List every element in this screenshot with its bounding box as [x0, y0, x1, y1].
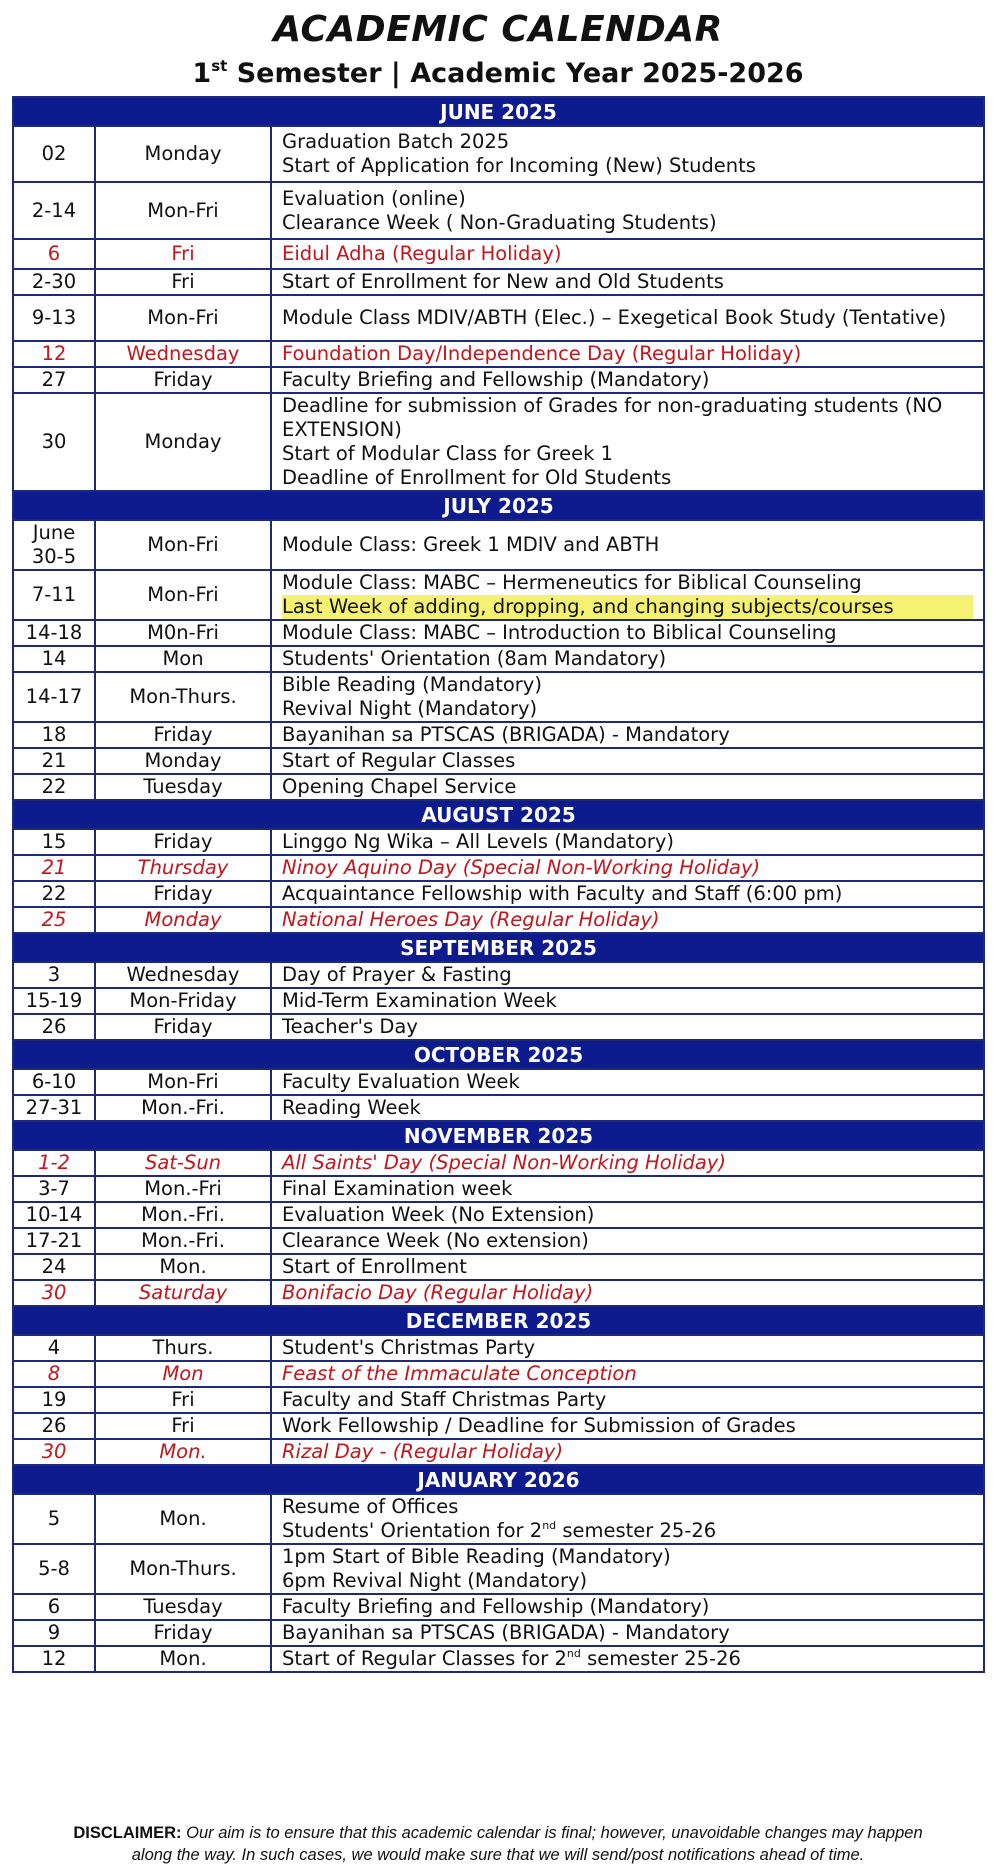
- event-row: [13, 774, 984, 800]
- event-date: 21: [13, 855, 95, 881]
- event-description: [271, 829, 984, 855]
- event-line: Teacher's Day: [282, 1015, 418, 1038]
- event-row: [13, 295, 984, 341]
- event-description: [271, 1228, 984, 1254]
- event-description: [271, 393, 984, 491]
- event-description: [271, 988, 984, 1014]
- event-day: Thursday: [95, 855, 271, 881]
- event-day: Mon.: [95, 1254, 271, 1280]
- event-line: Start of Enrollment: [282, 1255, 467, 1278]
- event-line-text: Start of Regular Classes for 2: [282, 1647, 567, 1670]
- event-row: [13, 1335, 984, 1361]
- event-description: [271, 295, 984, 341]
- event-date: 30: [13, 1280, 95, 1306]
- event-description: [271, 672, 984, 722]
- disclaimer-text-line2: along the way. In such cases, we would make sure that we will send/post notifications ahead of time.: [131, 1846, 865, 1864]
- event-line: Acquaintance Fellowship with Faculty and Staff (6:00 pm): [282, 882, 843, 905]
- event-line: Bible Reading (Mandatory): [282, 673, 542, 696]
- event-date: 24: [13, 1254, 95, 1280]
- event-date: 4: [13, 1335, 95, 1361]
- event-date: 26: [13, 1413, 95, 1439]
- event-row: [13, 126, 984, 182]
- event-date: 30: [13, 393, 95, 491]
- ordinal-suffix: nd: [542, 1519, 557, 1532]
- month-header: NOVEMBER 2025: [13, 1121, 984, 1150]
- event-line: 6pm Revival Night (Mandatory): [282, 1569, 588, 1592]
- month-header-row: [13, 97, 984, 126]
- event-date: 22: [13, 881, 95, 907]
- event-description: [271, 1069, 984, 1095]
- event-date: 17-21: [13, 1228, 95, 1254]
- event-line: Deadline of Enrollment for Old Students: [282, 466, 672, 489]
- month-header-row: [13, 1121, 984, 1150]
- event-description: [271, 1544, 984, 1594]
- event-description: [271, 1646, 984, 1672]
- event-line: Start of Application for Incoming (New) Students: [282, 154, 756, 177]
- event-line: Student's Christmas Party: [282, 1336, 536, 1359]
- event-line: National Heroes Day (Regular Holiday): [282, 908, 660, 931]
- event-description: [271, 1150, 984, 1176]
- event-day: Mon-Fri: [95, 1069, 271, 1095]
- event-date: 3: [13, 962, 95, 988]
- event-day: Friday: [95, 881, 271, 907]
- event-day: Friday: [95, 829, 271, 855]
- event-line: All Saints' Day (Special Non-Working Holiday): [282, 1151, 726, 1174]
- month-header: SEPTEMBER 2025: [13, 933, 984, 962]
- event-line: Module Class MDIV/ABTH (Elec.) – Exegetical Book Study (Tentative): [282, 306, 947, 329]
- event-day: Friday: [95, 722, 271, 748]
- page-subtitle: [0, 56, 996, 92]
- month-header: JUNE 2025: [13, 97, 984, 126]
- event-line: Clearance Week (No extension): [282, 1229, 589, 1252]
- holiday-row: [13, 1361, 984, 1387]
- event-line: [282, 1647, 973, 1671]
- event-line: Deadline for submission of Grades for non-graduating students (NO EXTENSION): [282, 394, 943, 441]
- event-day: Friday: [95, 1014, 271, 1040]
- month-header-row: [13, 491, 984, 520]
- event-line: Bayanihan sa PTSCAS (BRIGADA) - Mandatory: [282, 723, 730, 746]
- event-line: Start of Modular Class for Greek 1: [282, 442, 614, 465]
- event-line: Rizal Day - (Regular Holiday): [282, 1440, 564, 1463]
- event-description: [271, 722, 984, 748]
- event-row: [13, 1069, 984, 1095]
- event-row: [13, 1095, 984, 1121]
- event-description: [271, 341, 984, 367]
- event-description: [271, 182, 984, 239]
- event-day: Fri: [95, 269, 271, 295]
- month-header-row: [13, 1465, 984, 1494]
- event-description: [271, 1439, 984, 1465]
- event-date: 9-13: [13, 295, 95, 341]
- event-description: [271, 1014, 984, 1040]
- event-row: [13, 1544, 984, 1594]
- event-day: Mon.: [95, 1494, 271, 1544]
- event-row: [13, 393, 984, 491]
- holiday-row: [13, 239, 984, 269]
- event-line: Day of Prayer & Fasting: [282, 963, 512, 986]
- event-date: 27-31: [13, 1095, 95, 1121]
- event-line-text: semester 25-26: [580, 1647, 741, 1670]
- event-row: [13, 620, 984, 646]
- calendar-table: [12, 96, 985, 1673]
- event-day: Saturday: [95, 1280, 271, 1306]
- event-row: [13, 570, 984, 620]
- event-description: [271, 907, 984, 933]
- event-description: [271, 239, 984, 269]
- event-date: 10-14: [13, 1202, 95, 1228]
- event-line: Module Class: Greek 1 MDIV and ABTH: [282, 533, 660, 556]
- event-date: 14-18: [13, 620, 95, 646]
- event-day: Mon-Fri: [95, 570, 271, 620]
- event-day: Mon-Thurs.: [95, 672, 271, 722]
- event-date: 5: [13, 1494, 95, 1544]
- disclaimer: [0, 1822, 996, 1866]
- event-day: Monday: [95, 748, 271, 774]
- event-date: 15: [13, 829, 95, 855]
- subtitle-text: Semester | Academic Year 2025-2026: [227, 58, 804, 89]
- event-line: Opening Chapel Service: [282, 775, 517, 798]
- event-row: [13, 829, 984, 855]
- subtitle-ordinal: 1: [192, 58, 212, 89]
- event-description: [271, 855, 984, 881]
- event-day: Mon.-Fri.: [95, 1095, 271, 1121]
- event-line: Evaluation Week (No Extension): [282, 1203, 595, 1226]
- event-description: [271, 1280, 984, 1306]
- event-date: 1-2: [13, 1150, 95, 1176]
- event-line: Bayanihan sa PTSCAS (BRIGADA) - Mandatory: [282, 1621, 730, 1644]
- event-day: Mon-Thurs.: [95, 1544, 271, 1594]
- event-row: [13, 1228, 984, 1254]
- event-description: [271, 620, 984, 646]
- event-row: [13, 1620, 984, 1646]
- event-date: 21: [13, 748, 95, 774]
- event-line: Bonifacio Day (Regular Holiday): [282, 1281, 594, 1304]
- event-row: [13, 646, 984, 672]
- event-day: Mon.-Fri.: [95, 1202, 271, 1228]
- event-line: Eidul Adha (Regular Holiday): [282, 242, 562, 265]
- event-day: Mon.: [95, 1439, 271, 1465]
- event-date: 30: [13, 1439, 95, 1465]
- event-date: 7-11: [13, 570, 95, 620]
- event-day: Monday: [95, 126, 271, 182]
- event-day: Sat-Sun: [95, 1150, 271, 1176]
- event-description: [271, 1620, 984, 1646]
- event-day: Mon-Fri: [95, 520, 271, 570]
- event-date: 5-8: [13, 1544, 95, 1594]
- holiday-row: [13, 1439, 984, 1465]
- holiday-row: [13, 1280, 984, 1306]
- event-date: June 30-5: [13, 520, 95, 570]
- month-header-row: [13, 1306, 984, 1335]
- event-description: [271, 1176, 984, 1202]
- month-header: AUGUST 2025: [13, 800, 984, 829]
- event-day: Friday: [95, 1620, 271, 1646]
- event-date: 2-14: [13, 182, 95, 239]
- event-description: [271, 646, 984, 672]
- event-line: Module Class: MABC – Introduction to Biblical Counseling: [282, 621, 837, 644]
- event-date: 6: [13, 1594, 95, 1620]
- event-day: Mon-Friday: [95, 988, 271, 1014]
- event-description: [271, 774, 984, 800]
- event-day: Mon.-Fri: [95, 1176, 271, 1202]
- month-header-row: [13, 1040, 984, 1069]
- event-row: [13, 1494, 984, 1544]
- event-row: [13, 1646, 984, 1672]
- event-date: 9: [13, 1620, 95, 1646]
- month-header: JULY 2025: [13, 491, 984, 520]
- event-date: 6-10: [13, 1069, 95, 1095]
- disclaimer-text-line1: Our aim is to ensure that this academic calendar is final; however, unavoidable changes may happen: [181, 1824, 923, 1842]
- event-description: [271, 1202, 984, 1228]
- event-line: [282, 1519, 973, 1543]
- event-day: Fri: [95, 1387, 271, 1413]
- event-row: [13, 1594, 984, 1620]
- event-row: [13, 1014, 984, 1040]
- event-line: Work Fellowship / Deadline for Submission of Grades: [282, 1414, 796, 1437]
- event-row: [13, 988, 984, 1014]
- event-description: [271, 1387, 984, 1413]
- highlighted-event-line: Last Week of adding, dropping, and changing subjects/courses: [282, 595, 973, 619]
- month-header-row: [13, 800, 984, 829]
- event-line: Module Class: MABC – Hermeneutics for Biblical Counseling: [282, 571, 862, 594]
- event-row: [13, 520, 984, 570]
- event-line-text: Students' Orientation for 2: [282, 1519, 543, 1542]
- event-row: [13, 1176, 984, 1202]
- event-line: Reading Week: [282, 1096, 421, 1119]
- event-date: 12: [13, 1646, 95, 1672]
- event-description: [271, 269, 984, 295]
- event-date: 18: [13, 722, 95, 748]
- ordinal-suffix: nd: [566, 1647, 581, 1660]
- event-line: Faculty Briefing and Fellowship (Mandatory): [282, 1595, 710, 1618]
- event-date: 14-17: [13, 672, 95, 722]
- event-row: [13, 182, 984, 239]
- event-date: 14: [13, 646, 95, 672]
- holiday-row: [13, 1150, 984, 1176]
- event-date: 12: [13, 341, 95, 367]
- event-date: 19: [13, 1387, 95, 1413]
- event-day: M0n-Fri: [95, 620, 271, 646]
- event-line: Feast of the Immaculate Conception: [282, 1362, 637, 1385]
- event-day: Mon-Fri: [95, 295, 271, 341]
- event-day: Mon.: [95, 1646, 271, 1672]
- month-header: OCTOBER 2025: [13, 1040, 984, 1069]
- event-line: Mid-Term Examination Week: [282, 989, 557, 1012]
- event-description: [271, 1594, 984, 1620]
- event-date: 22: [13, 774, 95, 800]
- event-description: [271, 1095, 984, 1121]
- event-day: Friday: [95, 367, 271, 393]
- event-day: Mon: [95, 1361, 271, 1387]
- event-date: 25: [13, 907, 95, 933]
- event-line: Linggo Ng Wika – All Levels (Mandatory): [282, 830, 675, 853]
- event-line: Start of Enrollment for New and Old Students: [282, 270, 724, 293]
- event-line: Graduation Batch 2025: [282, 130, 510, 153]
- holiday-row: [13, 907, 984, 933]
- event-row: [13, 722, 984, 748]
- event-description: [271, 1413, 984, 1439]
- event-date: 27: [13, 367, 95, 393]
- event-row: [13, 748, 984, 774]
- page-title: ACADEMIC CALENDAR: [273, 9, 723, 50]
- holiday-row: [13, 855, 984, 881]
- event-date: 26: [13, 1014, 95, 1040]
- event-row: [13, 1413, 984, 1439]
- event-description: [271, 881, 984, 907]
- event-line-text: semester 25-26: [556, 1519, 717, 1542]
- event-row: [13, 367, 984, 393]
- event-day: Thurs.: [95, 1335, 271, 1361]
- subtitle-ordinal-suffix: st: [211, 57, 228, 75]
- event-description: [271, 1335, 984, 1361]
- event-day: Wednesday: [95, 962, 271, 988]
- event-line: Faculty Briefing and Fellowship (Mandatory): [282, 368, 710, 391]
- event-description: [271, 748, 984, 774]
- event-date: 2-30: [13, 269, 95, 295]
- event-line: Final Examination week: [282, 1177, 513, 1200]
- event-description: [271, 1361, 984, 1387]
- event-line: 1pm Start of Bible Reading (Mandatory): [282, 1545, 671, 1568]
- event-date: 8: [13, 1361, 95, 1387]
- event-description: [271, 520, 984, 570]
- month-header: JANUARY 2026: [13, 1465, 984, 1494]
- month-header: DECEMBER 2025: [13, 1306, 984, 1335]
- event-day: Fri: [95, 239, 271, 269]
- event-date: 02: [13, 126, 95, 182]
- event-day: Tuesday: [95, 774, 271, 800]
- event-date: 6: [13, 239, 95, 269]
- month-header-row: [13, 933, 984, 962]
- event-day: Mon.-Fri.: [95, 1228, 271, 1254]
- event-day: Monday: [95, 393, 271, 491]
- event-row: [13, 1387, 984, 1413]
- event-day: Mon: [95, 646, 271, 672]
- event-description: [271, 1494, 984, 1544]
- event-row: [13, 269, 984, 295]
- event-date: 15-19: [13, 988, 95, 1014]
- event-line: Faculty and Staff Christmas Party: [282, 1388, 607, 1411]
- event-line: Resume of Offices: [282, 1495, 459, 1518]
- event-row: [13, 1254, 984, 1280]
- event-day: Mon-Fri: [95, 182, 271, 239]
- event-line: Students' Orientation (8am Mandatory): [282, 647, 667, 670]
- event-line: Faculty Evaluation Week: [282, 1070, 520, 1093]
- holiday-row: [13, 341, 984, 367]
- event-line: Foundation Day/Independence Day (Regular Holiday): [282, 342, 802, 365]
- event-description: [271, 570, 984, 620]
- event-row: [13, 962, 984, 988]
- event-day: Fri: [95, 1413, 271, 1439]
- event-line: Start of Regular Classes: [282, 749, 516, 772]
- event-line: Ninoy Aquino Day (Special Non-Working Holiday): [282, 856, 761, 879]
- event-row: [13, 881, 984, 907]
- disclaimer-label: DISCLAIMER:: [73, 1824, 182, 1842]
- event-description: [271, 367, 984, 393]
- event-line: Revival Night (Mandatory): [282, 697, 538, 720]
- event-description: [271, 962, 984, 988]
- event-row: [13, 672, 984, 722]
- event-date: 3-7: [13, 1176, 95, 1202]
- event-line: Clearance Week ( Non-Graduating Students): [282, 210, 717, 234]
- event-description: [271, 1254, 984, 1280]
- event-day: Wednesday: [95, 341, 271, 367]
- event-description: [271, 126, 984, 182]
- event-row: [13, 1202, 984, 1228]
- event-line: Evaluation (online): [282, 186, 466, 210]
- event-day: Tuesday: [95, 1594, 271, 1620]
- event-day: Monday: [95, 907, 271, 933]
